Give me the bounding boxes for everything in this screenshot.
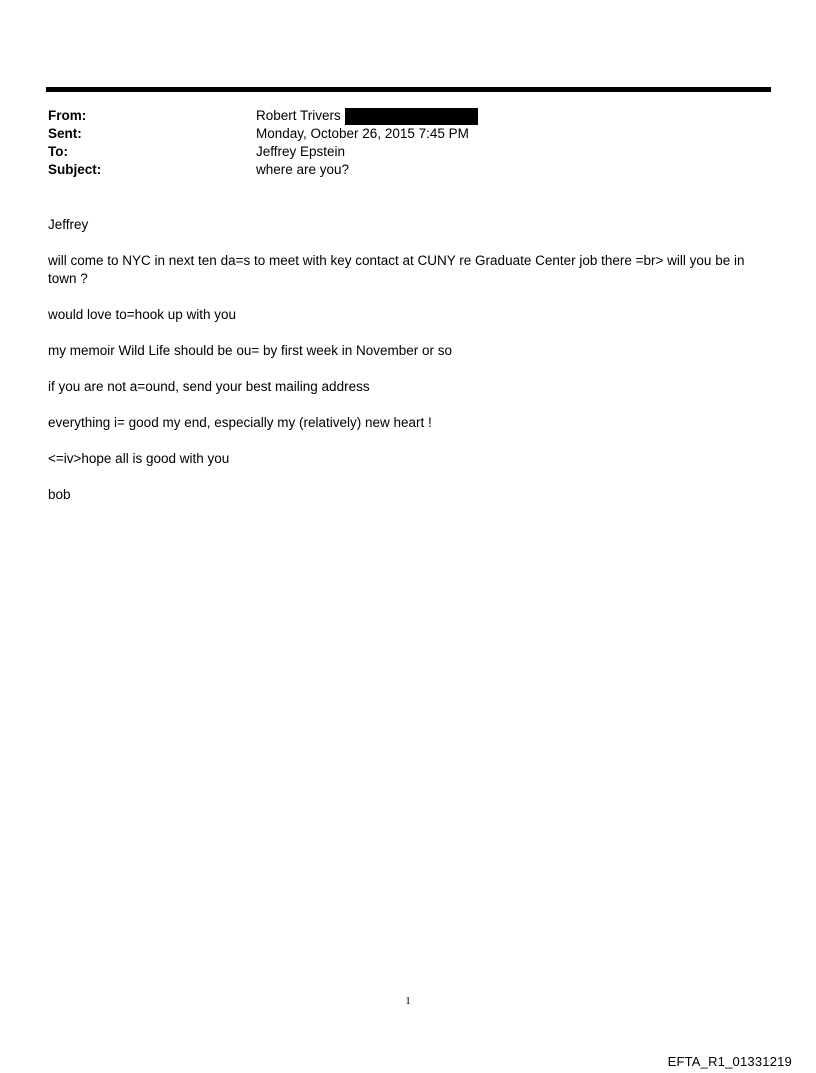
body-paragraph: <=iv>hope all is good with you bbox=[48, 451, 230, 466]
bates-number: EFTA_R1_01331219 bbox=[667, 1054, 792, 1069]
subject-value: where are you? bbox=[256, 162, 350, 177]
to-label: To: bbox=[48, 144, 68, 159]
page-number: 1 bbox=[405, 995, 411, 1007]
subject-row bbox=[48, 161, 768, 179]
sent-label: Sent: bbox=[48, 126, 82, 141]
to-value: Jeffrey Epstein bbox=[256, 144, 346, 159]
body-paragraph: everything i= good my end, especially my (relatively) new heart ! bbox=[48, 415, 432, 430]
subject-label: Subject: bbox=[48, 162, 102, 177]
from-value: Robert Trivers bbox=[256, 108, 341, 123]
sent-row bbox=[48, 125, 768, 143]
body-paragraph: Jeffrey bbox=[48, 217, 89, 232]
redaction-block bbox=[345, 108, 478, 125]
body-paragraph: my memoir Wild Life should be ou= by first week in November or so bbox=[48, 343, 453, 358]
body-paragraph: bob bbox=[48, 487, 71, 502]
from-row bbox=[48, 107, 768, 125]
body-paragraph: will come to NYC in next ten da=s to meet with key contact at CUNY re Graduate Center job there =br> will you be in town ? bbox=[48, 253, 745, 286]
header-divider bbox=[46, 87, 771, 92]
email-header bbox=[48, 107, 768, 179]
sent-value: Monday, October 26, 2015 7:45 PM bbox=[256, 126, 469, 141]
from-label: From: bbox=[48, 108, 87, 123]
email-body bbox=[48, 216, 768, 522]
from-value-wrap bbox=[256, 107, 478, 125]
to-row bbox=[48, 143, 768, 161]
body-paragraph: if you are not a=ound, send your best mailing address bbox=[48, 379, 370, 394]
body-paragraph: would love to=hook up with you bbox=[48, 307, 236, 322]
